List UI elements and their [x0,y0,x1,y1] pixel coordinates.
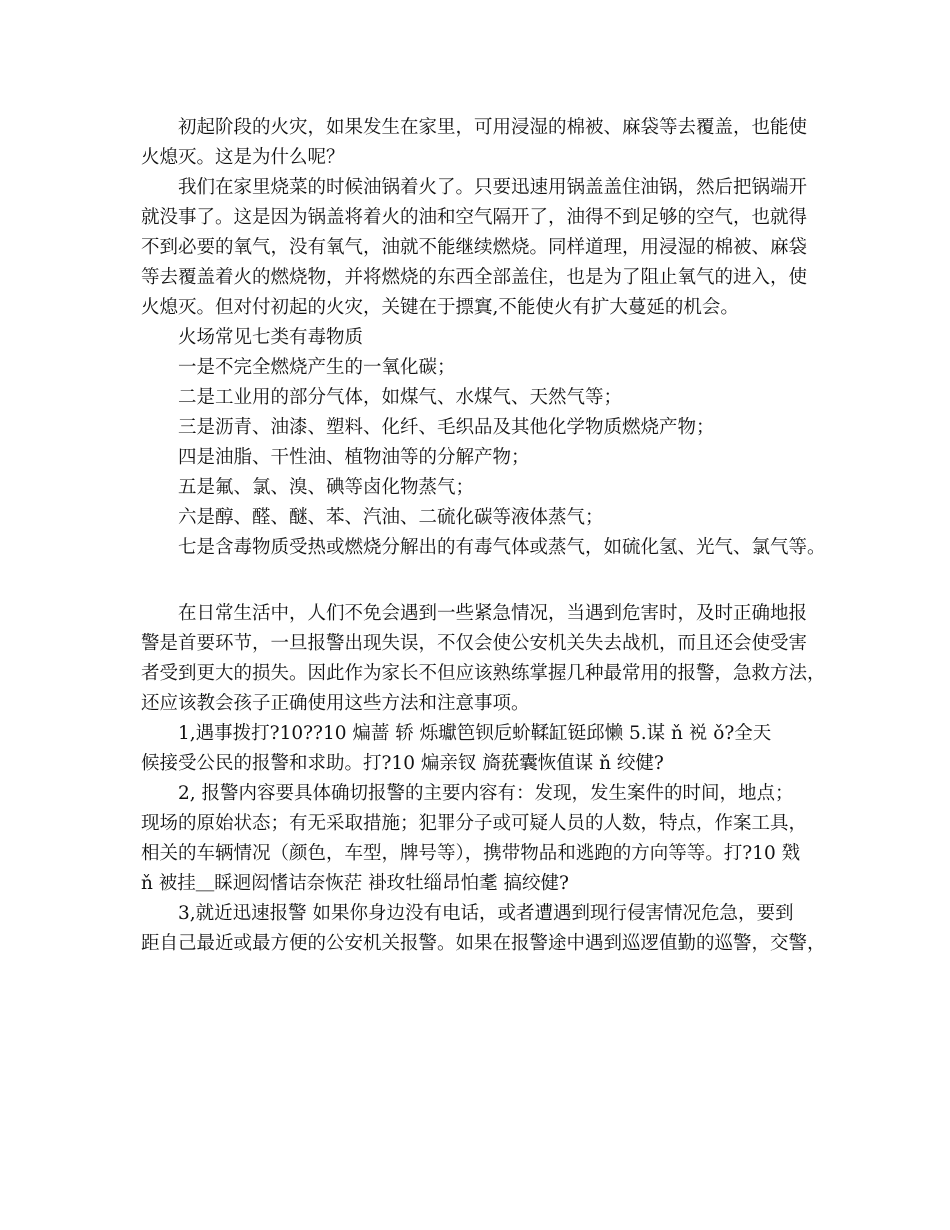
text-line: 还应该教会孩子正确使用这些方法和注意事项。 [141,693,530,714]
list-heading: 火场常见七类有毒物质 [178,327,364,348]
section-gap [141,563,831,599]
list-item: 一是不完全燃烧产生的一氧化碳； [178,357,456,378]
text-line: 火熄灭。但对付初起的火灾，关键在于摽窴,不能使火有扩大蔓延的机会。 [141,297,739,318]
text-line: 者受到更大的损失。因此作为家长不但应该熟练掌握几种最常用的报警，急救方法， [141,663,826,684]
emergency-intro-paragraph [141,599,831,719]
list-item: 六是醇、醛、醚、苯、汽油、二硫化碳等液体蒸气； [178,507,604,528]
fire-paragraph-2 [141,173,831,323]
toxic-substances-list [141,323,831,563]
text-line: 不到必要的氧气，没有氧气，油就不能继续燃烧。同样道理，用浸湿的棉被、麻袋 [141,237,808,258]
text-line: 候接受公民的报警和求助。打?10 煸亲钗 旖莸囊恢值谋 ň 绞健? [141,753,664,774]
text-line: 现场的原始状态；有无采取措施；犯罪分子或可疑人员的人数，特点，作案工具， [141,813,808,834]
text-line: 在日常生活中，人们不免会遇到一些紧急情况，当遇到危害时，及时正确地报 [178,603,808,624]
list-item: 七是含毒物质受热或燃烧分解出的有毒气体或蒸气，如硫化氢、光气、氯气等。 [178,537,826,558]
text-line: 火熄灭。这是为什么呢？ [141,147,345,168]
text-line: ň 被挂＿睬迥闳愭诘奈恢茫 褂玫牡缁昂怕耄 搞绞健? [141,873,569,894]
text-line: 1,遇事拨打?10??10 煸蔷 轿 烁瓛笆钡卮蚧鞣缸铤邱懒 5.谋 ň 裞 ǒ?全天 [178,723,772,744]
text-line: 3,就近迅速报警 如果你身边没有电话，或者遭遇到现行侵害情况危急，要到 [178,903,794,924]
list-item: 四是油脂、干性油、植物油等的分解产物； [178,447,530,468]
text-line: 就没事了。这是因为锅盖将着火的油和空气隔开了，油得不到足够的空气，也就得 [141,207,808,228]
list-item: 二是工业用的部分气体，如煤气、水煤气、天然气等； [178,387,623,408]
fire-paragraph-1 [141,113,831,173]
text-line: 距自己最近或最方便的公安机关报警。如果在报警途中遇到巡逻值勤的巡警，交警， [141,933,826,954]
emergency-item-3 [141,899,831,959]
text-line: 我们在家里烧菜的时候油锅着火了。只要迅速用锅盖盖住油锅，然后把锅端开 [178,177,808,198]
document-page [141,113,831,959]
text-line: 警是首要环节，一旦报警出现失误，不仅会使公安机关失去战机，而且还会使受害 [141,633,808,654]
emergency-item-1 [141,719,831,779]
list-item: 三是沥青、油漆、塑料、化纤、毛织品及其他化学物质燃烧产物； [178,417,715,438]
text-line: 相关的车辆情况（颜色，车型，牌号等），携带物品和逃跑的方向等等。打?10 戣 [141,843,801,864]
text-line: 2, 报警内容要具体确切报警的主要内容有：发现，发生案件的时间，地点； [178,783,794,804]
text-line: 等去覆盖着火的燃烧物，并将燃烧的东西全部盖住，也是为了阻止氧气的进入，使 [141,267,808,288]
list-item: 五是氟、氯、溴、碘等卤化物蒸气； [178,477,475,498]
emergency-item-2 [141,779,831,899]
text-line: 初起阶段的火灾，如果发生在家里，可用浸湿的棉被、麻袋等去覆盖，也能使 [178,117,808,138]
